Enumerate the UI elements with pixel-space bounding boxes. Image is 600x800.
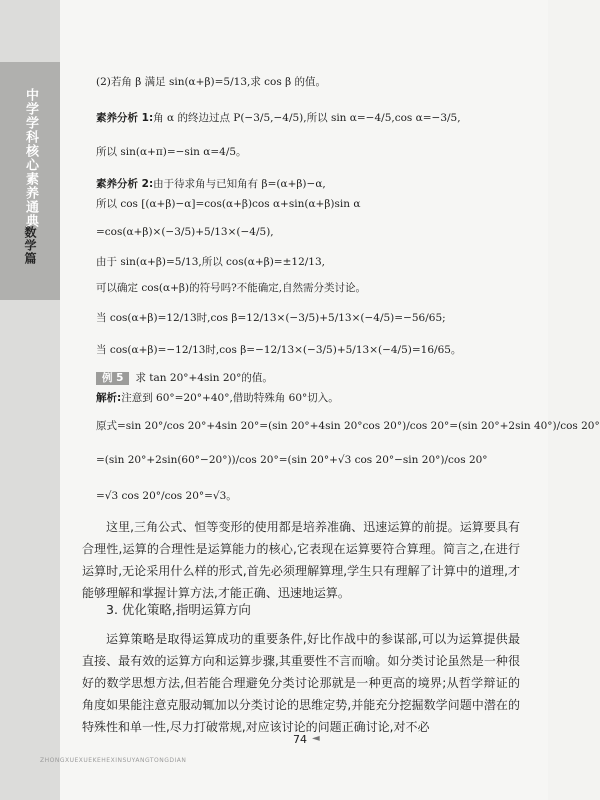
math-line: 所以 cos [(α+β)−α]=cos(α+β)cos α+sin(α+β)sin α	[96, 198, 361, 210]
example-line	[96, 372, 273, 385]
sidebar	[0, 0, 60, 800]
analysis-heading: 素养分析 1:	[96, 112, 154, 124]
math-text: 由于待求角与已知角有 β=(α+β)−α,	[153, 178, 326, 190]
math-line: =√3 cos 20°/cos 20°=√3。	[96, 490, 237, 502]
math-line: 当 cos(α+β)=−12/13时,cos β=−12/13×(−3/5)+5/13×(−4/5)=16/65。	[96, 344, 462, 356]
math-line: 由于 sin(α+β)=5/13,所以 cos(α+β)=±12/13,	[96, 256, 325, 268]
math-line: 可以确定 cos(α+β)的符号吗?不能确定,自然需分类讨论。	[96, 282, 367, 294]
analysis-heading: 素养分析 2:	[96, 178, 154, 190]
math-line: 原式=sin 20°/cos 20°+4sin 20°=(sin 20°+4sin 20°cos 20°)/cos 20°=(sin 20°+2sin 40°)/cos 20°	[96, 420, 600, 432]
example-tag: 例 5	[96, 372, 129, 385]
solution-text: 注意到 60°=20°+40°,借助特殊角 60°切入。	[121, 392, 339, 404]
solution-line	[96, 392, 339, 405]
math-line: (2)若角 β 满足 sin(α+β)=5/13,求 cos β 的值。	[96, 76, 327, 88]
body-paragraph: 这里,三角公式、恒等变形的使用都是培养准确、迅速运算的前提。运算要具有合理性,运算的合理性是运算能力的核心,它表现在运算要符合算理。简言之,在进行运算时,无论采用什么样的形式,首先必须理解算理,学生只有理解了计算中的道理,才能够理解和掌握计算方法,才能正确、迅速地运算。	[82, 520, 520, 600]
page-number: 74	[293, 733, 307, 746]
math-line: 所以 sin(α+π)=−sin α=4/5。	[96, 146, 247, 158]
example-text: 求 tan 20°+4sin 20°的值。	[135, 372, 273, 384]
math-line	[96, 178, 326, 191]
series-title: 中学学科核心素养通典	[23, 88, 38, 228]
math-text: 角 α 的终边过点 P(−3/5,−4/5),所以 sin α=−4/5,cos α=−3/5,	[153, 112, 461, 124]
subject-label: 数学篇	[23, 226, 37, 265]
section-heading: 3. 优化策略,指明运算方向	[106, 602, 251, 617]
body-paragraph: 运算策略是取得运算成功的重要条件,好比作战中的参谋部,可以为运算提供最直接、最有效的运算方向和运算步骤,其重要性不言而喻。如分类讨论虽然是一种很好的数学思想方法,但若能合理避免分类讨论那就是一种更高的境界;从哲学辩证的角度如果能注意克服动辄加以分类讨论的思维定势,并能充分挖掘数学问题中潜在的特殊性和单一性,尽力打破常规,对应该讨论的问题正确讨论,对不必	[82, 632, 520, 734]
math-line: =(sin 20°+2sin(60°−20°))/cos 20°=(sin 20°+√3 cos 20°−sin 20°)/cos 20°	[96, 454, 488, 466]
math-line: 当 cos(α+β)=12/13时,cos β=12/13×(−3/5)+5/13×(−4/5)=−56/65;	[96, 312, 446, 324]
math-line: =cos(α+β)×(−3/5)+5/13×(−4/5),	[96, 226, 274, 238]
math-line	[96, 112, 461, 125]
footer-pinyin: ZHONGXUEXUEKEHEXINSUYANGTONGDIAN	[40, 757, 187, 764]
solution-heading: 解析:	[96, 392, 122, 404]
page-arrow-icon: ◄	[312, 733, 320, 744]
